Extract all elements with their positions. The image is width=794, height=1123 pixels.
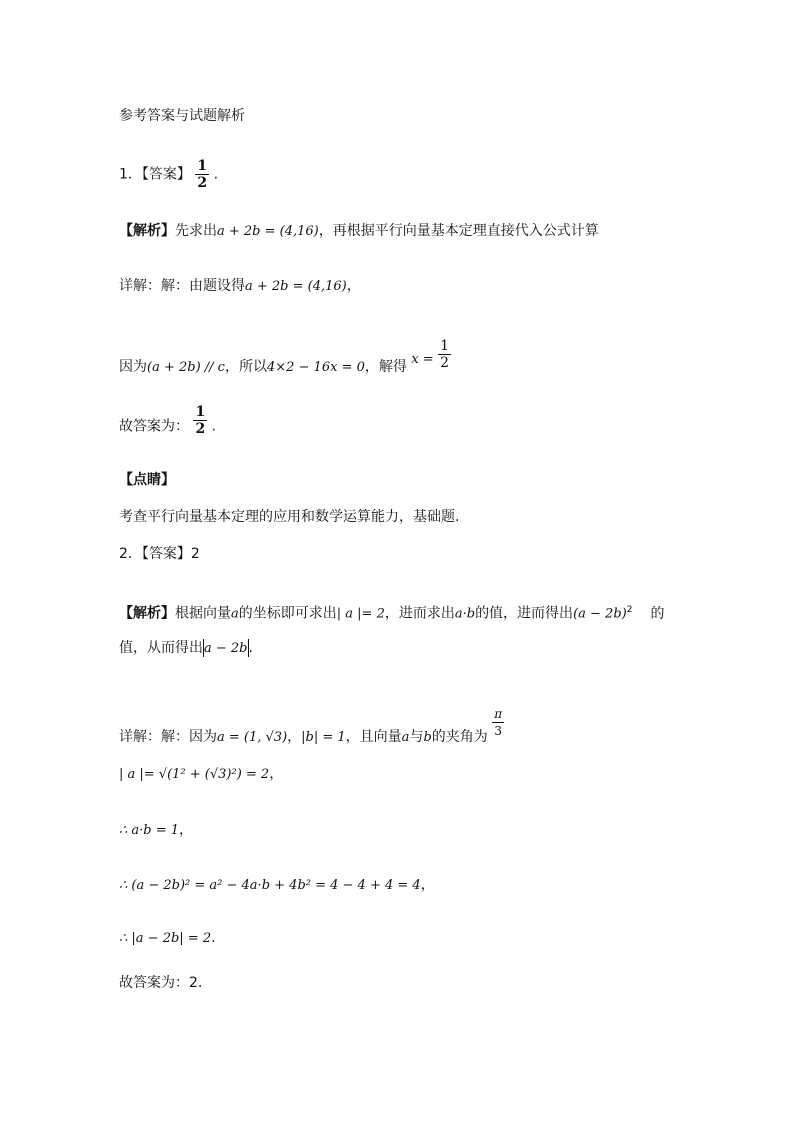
q2-a6: 的值，进而得出 — [475, 605, 574, 622]
q2-a3: | a |= 2 — [336, 606, 385, 622]
q1-analysis-label: 【解析】 — [119, 223, 175, 239]
q2-a9: 值，从而得出 — [119, 640, 203, 656]
q2-answer-line: 2．【答案】2 — [119, 546, 200, 562]
q1-comment-text: 考查平行向量基本定理的应用和数学运算能力，基础题. — [119, 509, 460, 525]
q2-a4: ，进而求出 — [384, 605, 455, 622]
q2-analysis-line2 — [119, 638, 253, 659]
q1-analysis-line — [119, 221, 599, 242]
q2-d6: 与 — [409, 729, 424, 745]
q1-answer-line — [119, 158, 218, 191]
q2-a2: 的坐标即可求出 — [238, 605, 337, 622]
q1-final-denominator: 2 — [195, 421, 206, 437]
q2-step2-end: ， — [179, 822, 194, 838]
page-title: 参考答案与试题解析 — [119, 108, 245, 124]
q1-final-fraction — [193, 404, 207, 437]
q1-detail-post: ， — [346, 278, 361, 294]
q2-detail-line — [119, 706, 504, 748]
q2-d7: 的夹角为 — [431, 729, 488, 745]
q2-angle-numerator: π — [494, 707, 503, 721]
q2-analysis-label: 【解析】 — [119, 605, 175, 622]
q1-final-end: . — [211, 418, 217, 435]
q1-answer-numerator: 1 — [197, 158, 208, 174]
q2-vector-b: b — [423, 730, 432, 745]
q2-vector-a: a — [231, 606, 239, 622]
q1-final-pre: 故答案为： — [119, 418, 189, 435]
q1-vector-expression: a + 2b = (4,16) — [217, 224, 319, 239]
q2-d5: ，且向量 — [345, 729, 402, 745]
q1-because: 因为 — [119, 359, 147, 375]
q2-step3-end: ， — [420, 877, 435, 893]
q2-step3-expr: ∴ (a − 2b)² = a² − 4a·b + 4b² = 4 − 4 + 4 = 4 — [119, 878, 421, 893]
q2-step1 — [119, 764, 283, 785]
q2-angle-fraction — [492, 706, 504, 739]
q2-vector-a2: a — [401, 730, 410, 745]
q1-detail-expression: a + 2b = (4,16) — [245, 279, 347, 294]
q1-answer-end: . — [213, 166, 219, 183]
q1-x-numerator: 1 — [440, 338, 450, 354]
q2-step4-end: . — [211, 930, 216, 946]
q2-d3: ， — [287, 729, 302, 745]
q1-solve: ，解得 — [364, 359, 407, 375]
q2-a11: . — [248, 640, 253, 656]
q2-step4-expr: ∴ |a − 2b| = 2 — [119, 931, 212, 946]
q1-final-numerator: 1 — [195, 404, 206, 420]
q1-analysis-pre: 先求出 — [175, 223, 217, 239]
q2-step3 — [119, 875, 435, 896]
q2-a5: a·b — [454, 606, 476, 622]
q1-parallel-expression: (a + 2b) // c — [147, 360, 225, 375]
q1-because-line — [119, 338, 451, 378]
q1-final-line — [119, 404, 216, 437]
q1-x-fraction — [438, 338, 451, 371]
q2-d1: 详解：解：因为 — [119, 729, 217, 745]
q1-answer-denominator: 2 — [197, 175, 208, 191]
q2-analysis-line — [119, 600, 664, 625]
q2-a7-sup: 2 — [626, 605, 633, 615]
q1-comment-label: 【点睛】 — [119, 472, 175, 488]
q2-step1-expr: | a |= √(1² + (√3)²) = 2 — [119, 767, 270, 782]
q1-detail-pre: 详解：解：由题设得 — [119, 278, 245, 294]
q2-step2-expr: ∴ a·b = 1 — [119, 823, 180, 838]
q2-d4: |b| = 1 — [301, 730, 346, 745]
q2-step4 — [119, 928, 216, 949]
q2-a7: (a − 2b) — [573, 606, 627, 622]
q2-angle-denominator: 3 — [494, 724, 502, 738]
q1-equation: 4×2 − 16x = 0 — [266, 360, 365, 375]
q2-a1: 根据向量 — [175, 605, 231, 622]
q2-step1-end: ， — [269, 766, 284, 782]
q1-detail-line — [119, 276, 361, 297]
q1-x-eq: x = — [411, 352, 434, 367]
q2-d2: a = (1, √3) — [217, 730, 288, 745]
q1-label: 1．【答案】 — [119, 166, 191, 183]
q1-x-denominator: 2 — [440, 355, 450, 371]
q1-answer-fraction — [195, 158, 209, 191]
q2-final: 故答案为：2. — [119, 975, 203, 991]
q1-analysis-post: ，再根据平行向量基本定理直接代入公式计算 — [318, 223, 599, 239]
q2-a10: a − 2b — [204, 641, 248, 656]
q2-a8: 的 — [650, 605, 665, 622]
q2-step2 — [119, 820, 193, 841]
q1-so: ，所以 — [224, 359, 267, 375]
